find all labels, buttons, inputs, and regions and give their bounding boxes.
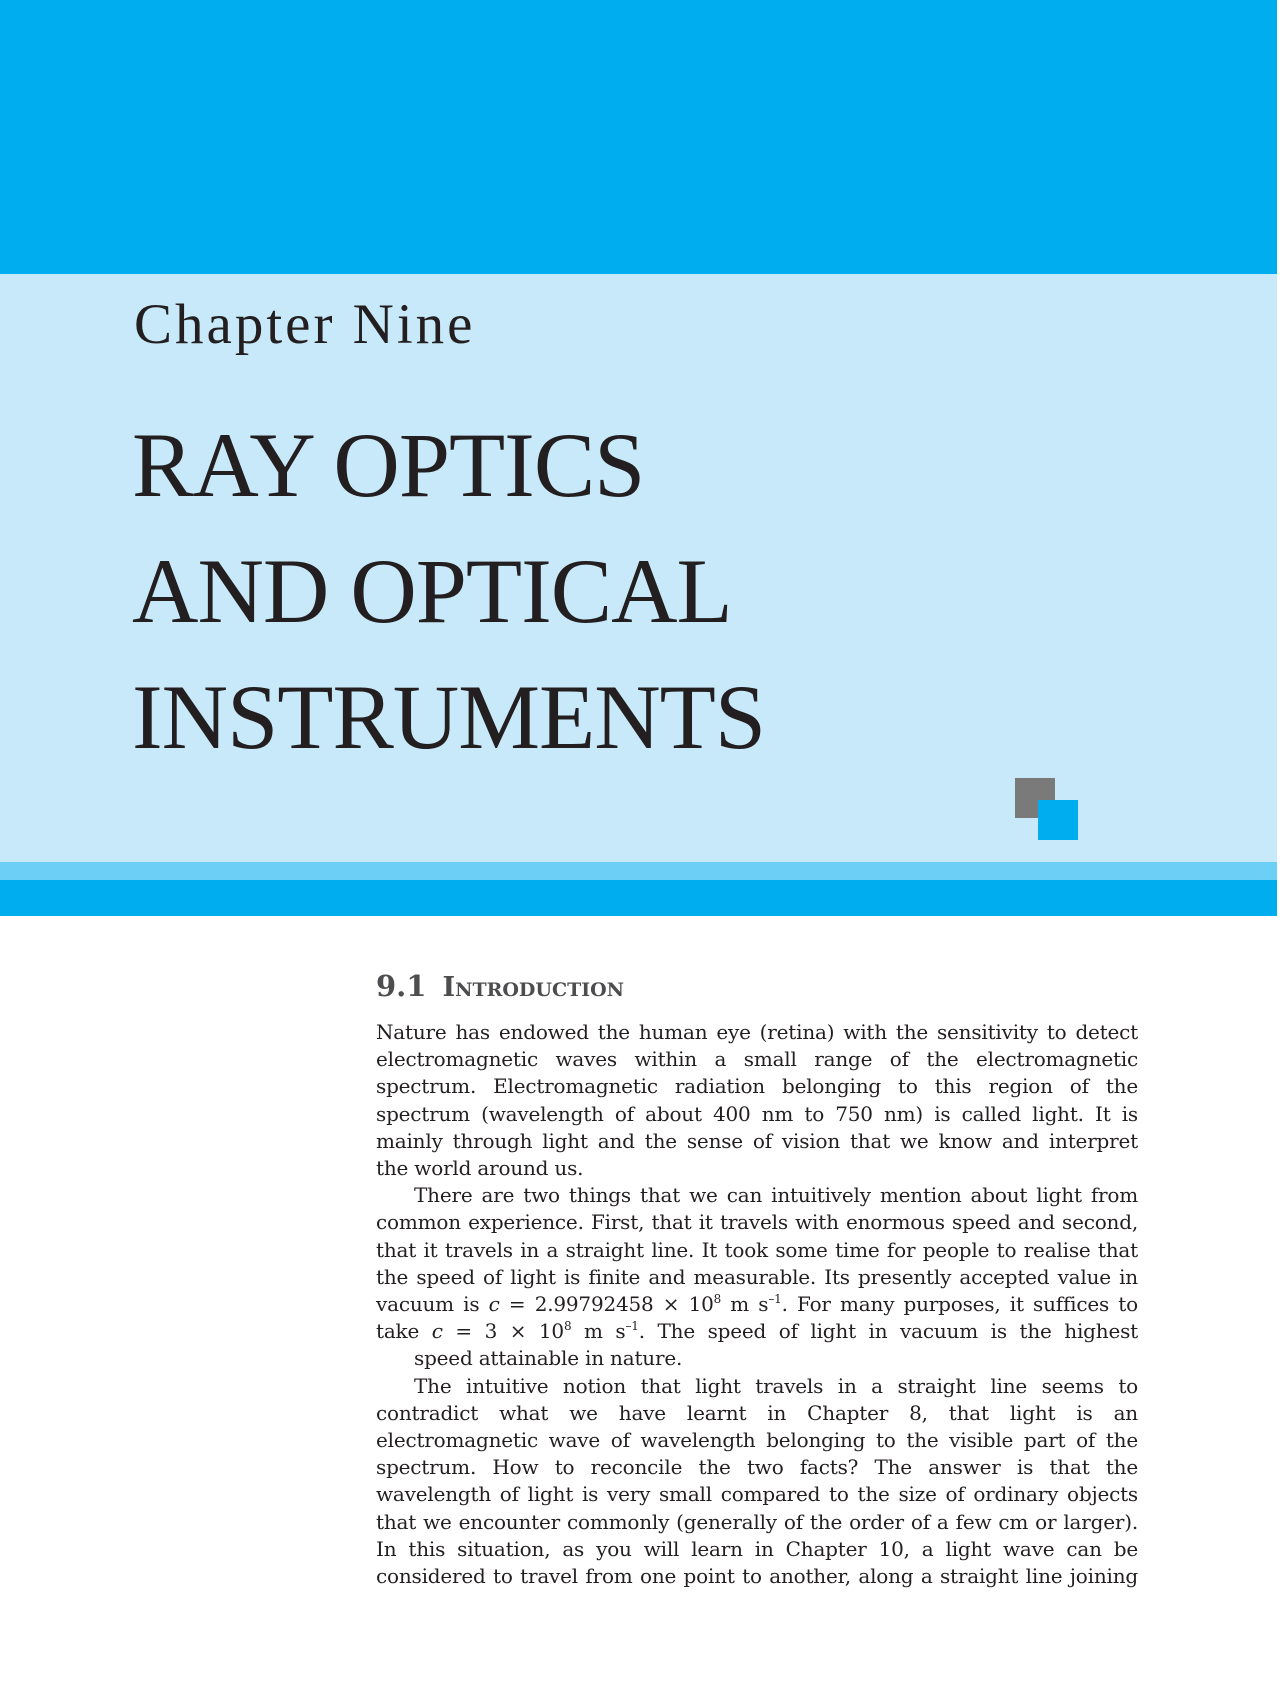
section-title: Introduction	[442, 972, 625, 1003]
blue-square-icon	[1038, 800, 1078, 840]
text-fragment: to take	[376, 1292, 1138, 1344]
text-line: spectrum. Electromagnetic radiation belonging to this region of the	[376, 1074, 1138, 1099]
header-stripe-light	[0, 862, 1277, 880]
text-line: electromagnetic waves within a small range of the electromagnetic	[376, 1047, 1138, 1072]
header-stripe-blue	[0, 880, 1277, 916]
body-text	[376, 1019, 1138, 1590]
text-line: In this situation, as you will learn in Chapter 10, a light wave can be	[376, 1536, 1138, 1561]
paragraph-2	[376, 1182, 1138, 1372]
text-fragment: = 3 × 10	[442, 1319, 564, 1344]
text-line: considered to travel from one point to another, along a straight line joining	[376, 1564, 1138, 1589]
decorative-squares-icon	[1015, 778, 1078, 840]
exponent: 8	[713, 1292, 722, 1307]
text-line: contradict what we have learnt in Chapter 8, that light is an	[376, 1400, 1138, 1425]
text-line: the world around us.	[376, 1156, 584, 1181]
exponent: –1	[768, 1292, 782, 1307]
text-line: that it travels in a straight line. It took some time for people to realise that	[376, 1237, 1138, 1262]
text-line: mainly through light and the sense of vision that we know and interpret	[376, 1128, 1138, 1153]
text-line: The intuitive notion that light travels in a straight line seems to	[414, 1373, 1138, 1398]
text-fragment: in vacuum is	[376, 1264, 1138, 1317]
text-line: spectrum (wavelength of about 400 nm to 750 nm) is called light. It is	[376, 1101, 1138, 1126]
text-line: that we encounter commonly (generally of the order of a few cm or larger).	[376, 1509, 1138, 1534]
text-line: the speed of light is finite and measurable. Its presently accepted value	[376, 1264, 1111, 1289]
text-fragment: = 2.99792458 × 10	[499, 1292, 714, 1317]
text-line: spectrum. How to reconcile the two facts? The answer is that the	[376, 1455, 1138, 1480]
exponent: –1	[625, 1319, 639, 1334]
section-heading	[376, 969, 625, 1003]
chapter-title-line-3: INSTRUMENTS	[132, 666, 766, 768]
exponent: 8	[563, 1319, 572, 1334]
symbol-c: c	[488, 1292, 500, 1317]
text-fragment: . The speed of light in vacuum is the highest	[638, 1319, 1138, 1344]
text-fragment: m s	[571, 1319, 626, 1344]
chapter-title-line-1: RAY OPTICS	[132, 414, 645, 516]
paragraph-3	[376, 1373, 1138, 1591]
text-line: common experience. First, that it travels with enormous speed and second,	[376, 1210, 1138, 1235]
text-line: speed attainable in nature.	[414, 1346, 683, 1371]
text-fragment: m s	[721, 1292, 769, 1317]
text-fragment: . For many purposes, it suffices	[781, 1292, 1110, 1317]
text-line: electromagnetic wave of wavelength belonging to the visible part of the	[376, 1428, 1138, 1453]
chapter-title-line-2: AND OPTICAL	[132, 540, 732, 642]
header-banner-top	[0, 0, 1277, 274]
symbol-c: c	[431, 1319, 443, 1344]
chapter-title	[132, 402, 765, 780]
text-line: There are two things that we can intuitively mention about light from	[414, 1183, 1138, 1208]
text-line: Nature has endowed the human eye (retina) with the sensitivity to detect	[376, 1020, 1138, 1044]
chapter-label: Chapter Nine	[134, 293, 476, 356]
section-number: 9.1	[376, 969, 427, 1003]
text-line: wavelength of light is very small compared to the size of ordinary objects	[376, 1482, 1138, 1507]
paragraph-1	[376, 1019, 1138, 1182]
